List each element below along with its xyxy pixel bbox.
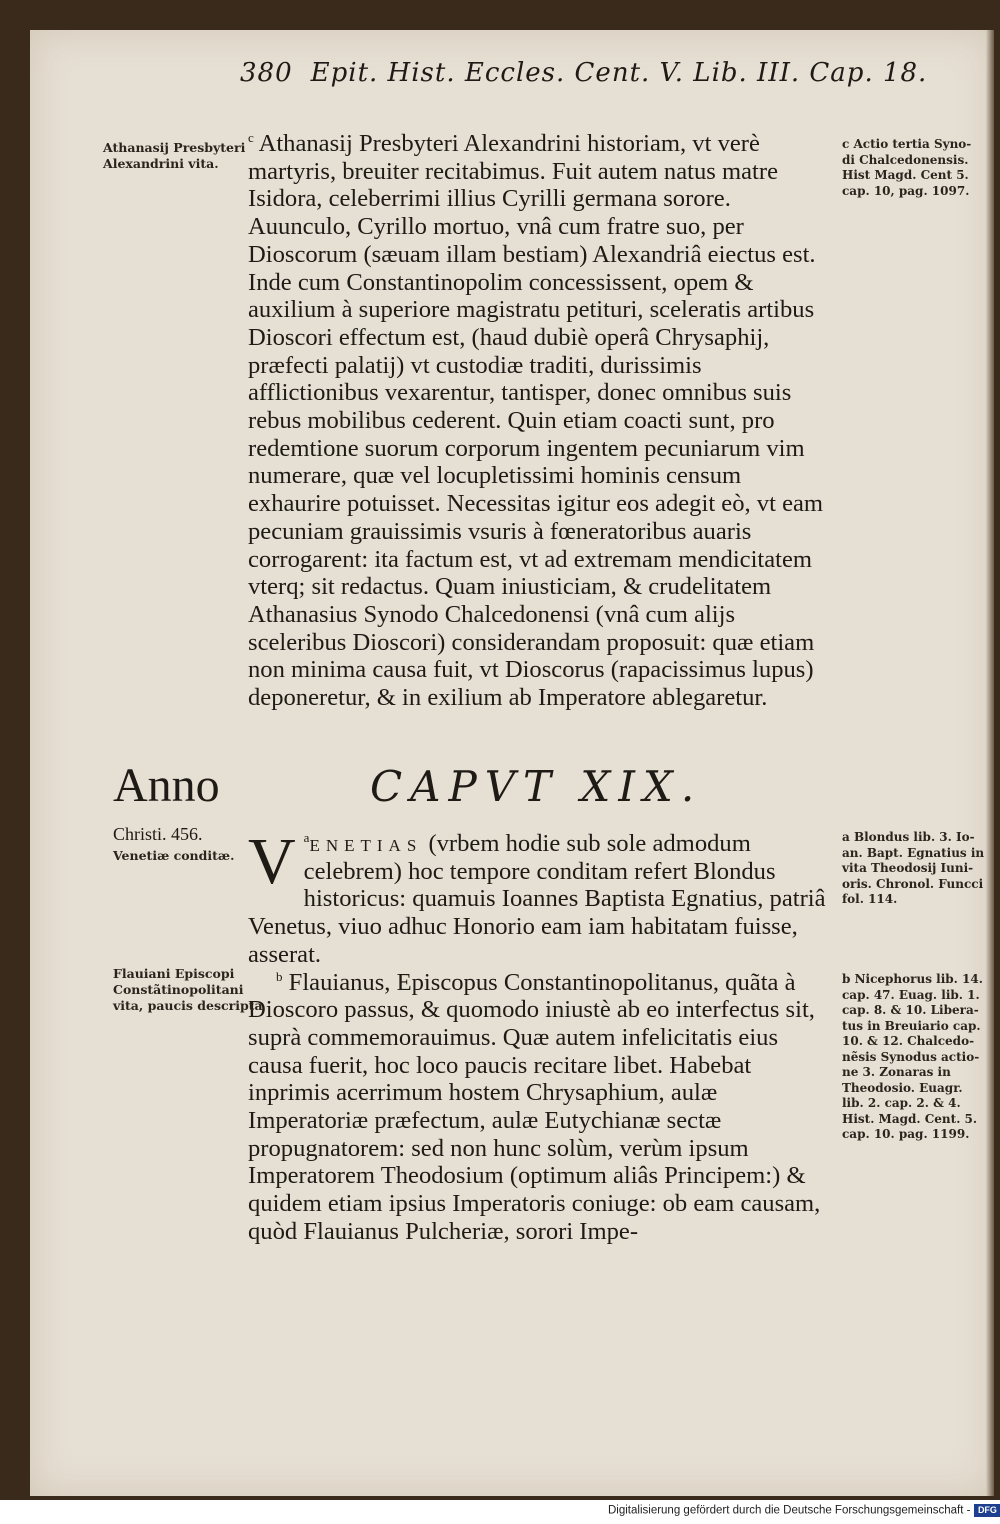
athanasius-paragraph: Athanasij Presbyteri Alexandrini historiam, vt verè martyris, breuiter recitabimus. Fuit autem natus matre Isidora, celeberrimi illius Cyrilli germana sorore. Auunculo, Cyrillo mortuo, vnâ cum fratre suo, per Dioscorum (sæuam illam bestiam) Alexandriâ eiectus est. Inde cum Constantinopolim concessissent, opem & auxilium à superiore magistratu petituri, sceleratis artibus Dioscori effectum est, (haud dubiè operâ Chrysaphij, præfecti palatij) vt custodiæ traditi, durissimis afflictionibus vexarentur, tantisper, donec omnibus suis rebus mobilibus cederent. Quin etiam coacti sunt, pro redemtione suorum corporum ingentem pecuniarum vim numerare, quæ vel locupletissimi hominis censum exhaurire potuisset. Necessitas igitur eos adegit eò, vt eam pecuniam grauissimis vsuris à fœneratoribus auaris corrogarent: ita factum est, vt ad extremam mendicitatem vterq; sit redactus. Quam iniusticiam, & crudelitatem Athanasius Synodo Chalcedonensi (vnâ cum alijs sceleribus Dioscori) considerandam proposuit: quæ etiam non minima causa fuit, vt Dioscorus (rapacissimus lupus) deponeretur, & in exilium ab Imperatore ablegaretur.	[248, 130, 824, 712]
venetias-smallcaps: enetias	[309, 830, 423, 857]
page-edge	[986, 30, 994, 1496]
page-number: 380	[240, 58, 293, 88]
right-note-c: c Actio tertia Syno- di Chalcedonensis. Hist Magd. Cent 5. cap. 10, pag. 1097.	[842, 137, 972, 198]
footer-text: Digitalisierung gefördert durch die Deutsche Forschungsgemeinschaft -	[608, 1504, 971, 1517]
margin-note-athanasius: Athanasij Presbyteri Alexandrini vita.	[103, 140, 246, 171]
footnote-marker-b: b	[276, 968, 283, 984]
drop-cap: V	[248, 825, 296, 898]
venetiae-paragraph: (vrbem hodie sub sole admodum celebrem) hoc tempore conditam refert Blondus historicus: quamuis Ioannes Baptista Egnatius, patriâ Venetus, viuo adhuc Honorio eam iam habitatam fuisse, asserat.	[248, 830, 826, 968]
dfg-logo: DFG	[974, 1504, 1000, 1517]
flauianus-paragraph: Flauianus, Episcopus Constantinopolitanus, quãta à Dioscoro passus, & quomodo iniustè ab eo interfectus sit, suprà commemorauimus. Quæ autem infelicitatis eius causa fuerit, hoc loco paucis recitare libet. Habebat inprimis acerrimum hostem Chrysaphium, aulæ Imperatoriæ præfectum, aulæ Eutychianæ sectæ propugnatorem: sed non hunc solùm, verùm ipsum Imperatorem Theodosium (optimum aliâs Principem:) & quidem etiam ipsius Imperatoris coniuge: ob eam causam, quòd Flauianus Pulcheriæ, sorori Impe-	[248, 968, 821, 1245]
right-note-a: a Blondus lib. 3. Io- an. Bapt. Egnatius in vita Theodosij Iuni- oris. Chronol. Funcci fol. 114.	[842, 830, 985, 906]
main-text-block-2	[248, 825, 838, 1246]
chapter-heading: CAPVT XIX.	[370, 762, 703, 811]
right-note-b: b Nicephorus lib. 14. cap. 47. Euag. lib. 1. cap. 8. & 10. Libera- tus in Breuiario cap. 10. & 12. Chalcedo- nẽsis Synodus actio- ne 3. Zonaras in Theodosio. Euagr. lib. 2. cap. 2. & 4. Hist. Magd. Cent. 5. cap. 10. pag. 1199.	[842, 972, 983, 1141]
running-head	[240, 58, 928, 88]
main-text-block-1	[248, 130, 838, 712]
running-head-title: Epit. Hist. Eccles. Cent. V. Lib. III. Cap. 18.	[310, 58, 928, 88]
margin-christi-year: Christi. 456.	[113, 824, 203, 844]
footnote-marker-c: c	[248, 129, 254, 145]
margin-anno: Anno	[113, 759, 220, 812]
margin-venetiae: Venetiæ conditæ.	[113, 848, 235, 863]
footnote-marker-a: a	[303, 829, 310, 845]
digitization-footer	[608, 1504, 997, 1522]
margin-note-flauianus: Flauiani Episcopi Constãtinopolitani vita, paucis descripta	[113, 966, 263, 1013]
